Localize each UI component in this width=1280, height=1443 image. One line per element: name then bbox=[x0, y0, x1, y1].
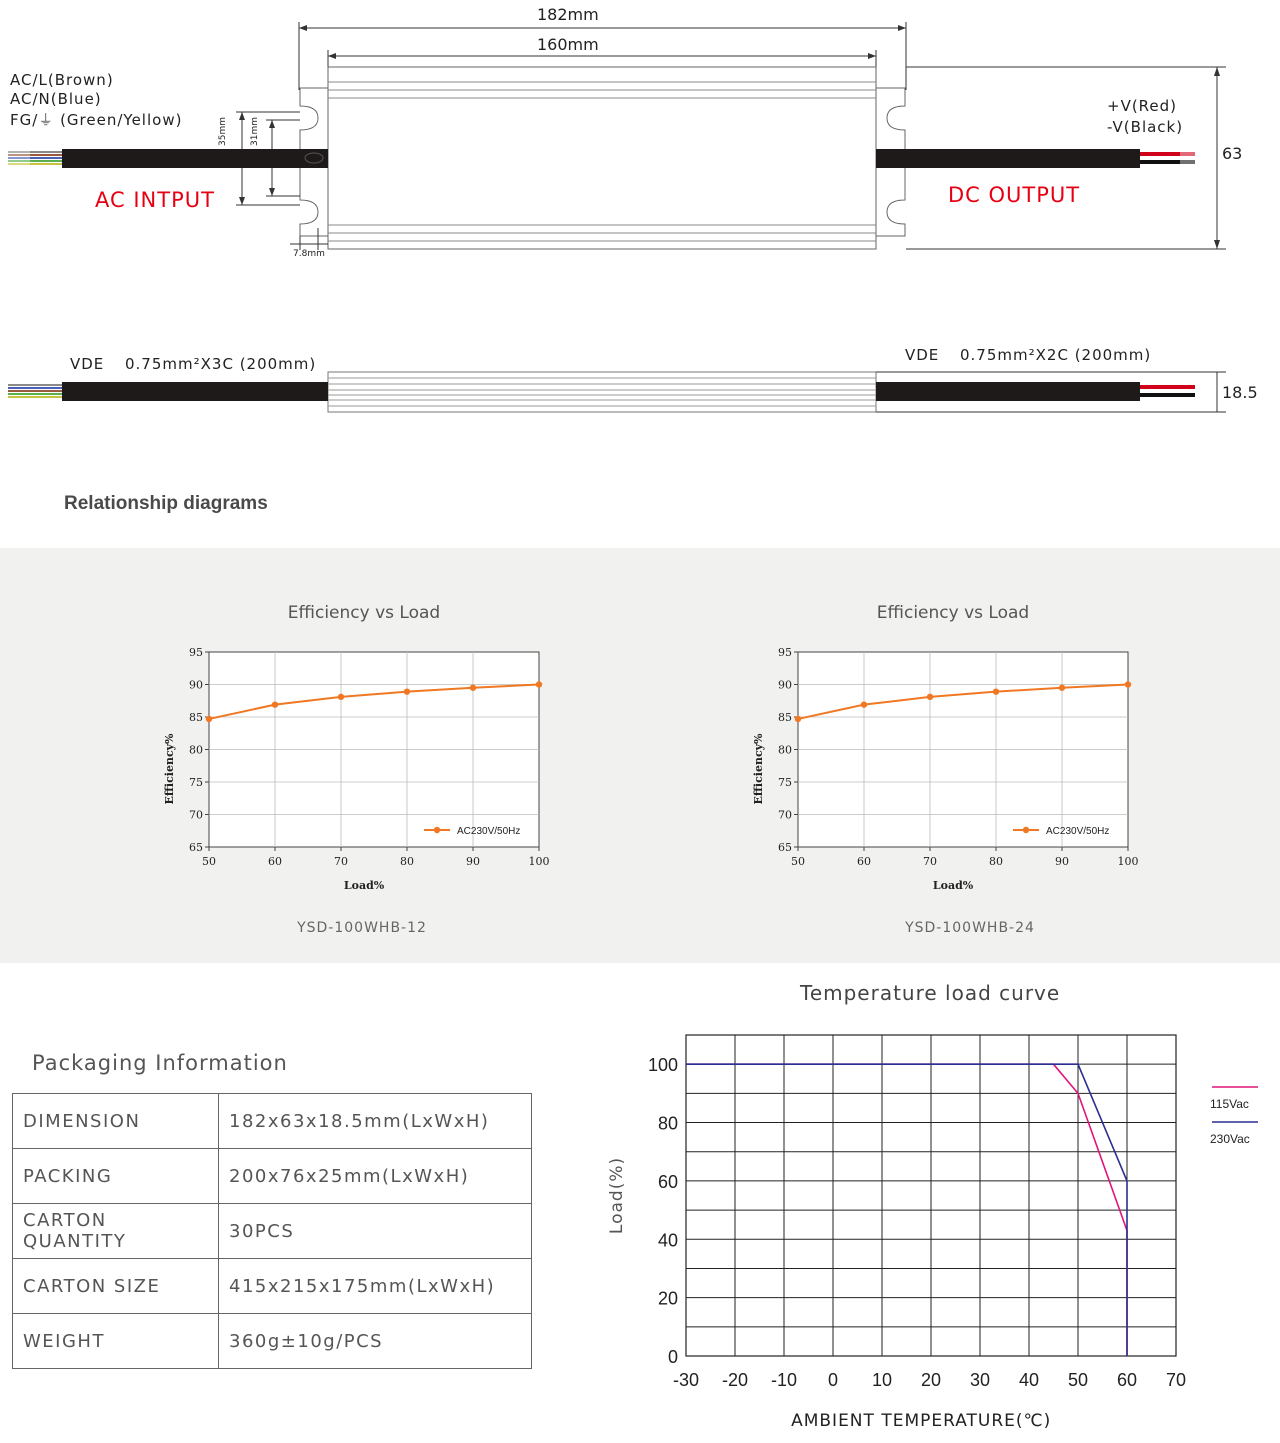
x-tick-label: 100 bbox=[528, 855, 550, 868]
x-tick-label: 60 bbox=[1116, 1370, 1138, 1390]
dim-63: 63 bbox=[1222, 144, 1243, 163]
table-row bbox=[13, 1149, 532, 1204]
x-tick-label: 20 bbox=[920, 1370, 942, 1390]
section-title: Relationship diagrams bbox=[64, 493, 268, 514]
y-tick-label: 70 bbox=[778, 808, 792, 822]
dim-18-5: 18.5 bbox=[1222, 383, 1258, 402]
x-tick-label: 50 bbox=[1067, 1370, 1089, 1390]
y-tick-label: 85 bbox=[778, 711, 792, 724]
cable-left-spec: 0.75mm²X3C (200mm) bbox=[125, 355, 317, 373]
pkg-key: WEIGHT bbox=[13, 1314, 219, 1369]
data-point bbox=[338, 694, 344, 700]
y-tick-label: 90 bbox=[778, 678, 792, 692]
packaging-table bbox=[12, 1093, 532, 1369]
y-tick-label: 80 bbox=[778, 743, 792, 757]
pkg-key: CARTON QUANTITY bbox=[13, 1204, 219, 1259]
y-tick-label: 80 bbox=[189, 743, 203, 757]
x-tick-label: 50 bbox=[202, 855, 216, 868]
y-tick-label: 70 bbox=[189, 808, 203, 822]
y-tick-label: 0 bbox=[667, 1347, 678, 1367]
x-tick-label: 0 bbox=[827, 1370, 839, 1390]
dim-160mm: 160mm bbox=[537, 35, 599, 54]
cable-right-spec: 0.75mm²X2C (200mm) bbox=[960, 346, 1152, 364]
dim-7-8mm: 7.8mm bbox=[293, 249, 325, 259]
x-tick-label: 70 bbox=[1165, 1370, 1187, 1390]
ac-input-label: AC INTPUT bbox=[95, 188, 215, 212]
data-point bbox=[861, 701, 867, 707]
y-axis-label: Load(%) bbox=[607, 1156, 627, 1235]
pkg-value: 360g±10g/PCS bbox=[219, 1314, 532, 1369]
x-tick-label: -10 bbox=[770, 1370, 798, 1390]
pkg-key: PACKING bbox=[13, 1149, 219, 1204]
chart-right-title: Efficiency vs Load bbox=[876, 603, 1030, 623]
legend-label: AC230V/50Hz bbox=[1046, 826, 1110, 837]
chart-right-caption: YSD-100WHB-24 bbox=[905, 920, 1035, 936]
vde-left-label: VDE bbox=[70, 355, 105, 373]
y-tick-label: 65 bbox=[778, 841, 792, 854]
y-axis-label: Efficiency% bbox=[752, 733, 765, 805]
temperature-chart bbox=[590, 1020, 1280, 1440]
y-axis-label: Efficiency% bbox=[163, 733, 176, 805]
y-tick-label: 40 bbox=[657, 1230, 678, 1251]
pkg-key: DIMENSION bbox=[13, 1094, 219, 1149]
y-tick-label: 85 bbox=[189, 711, 203, 724]
x-tick-label: -20 bbox=[721, 1370, 749, 1390]
data-point bbox=[795, 716, 801, 722]
x-tick-label: 30 bbox=[969, 1370, 991, 1390]
x-tick-label: 10 bbox=[871, 1370, 893, 1390]
dim-31mm: 31mm bbox=[250, 117, 260, 146]
data-point bbox=[927, 694, 933, 700]
x-tick-label: 40 bbox=[1018, 1370, 1040, 1390]
y-tick-label: 90 bbox=[189, 678, 203, 692]
x-tick-label: 100 bbox=[1117, 855, 1139, 868]
pkg-value: 30PCS bbox=[219, 1204, 532, 1259]
pkg-key: CARTON SIZE bbox=[13, 1259, 219, 1314]
y-tick-label: 65 bbox=[189, 841, 203, 854]
x-tick-label: 60 bbox=[857, 855, 871, 868]
pkg-value: 182x63x18.5mm(LxWxH) bbox=[219, 1094, 532, 1149]
table-row bbox=[13, 1204, 532, 1259]
data-point bbox=[206, 716, 212, 722]
table-row bbox=[13, 1314, 532, 1369]
y-tick-label: 95 bbox=[778, 646, 792, 659]
data-point bbox=[1059, 685, 1065, 691]
data-point bbox=[272, 701, 278, 707]
x-tick-label: 80 bbox=[989, 855, 1003, 868]
y-tick-label: 95 bbox=[189, 646, 203, 659]
dim-35mm: 35mm bbox=[218, 117, 228, 146]
data-point bbox=[404, 688, 410, 694]
data-point bbox=[993, 688, 999, 694]
x-tick-label: -30 bbox=[672, 1370, 700, 1390]
ac-wire-blue: AC/N(Blue) bbox=[10, 90, 102, 108]
legend-marker bbox=[434, 827, 440, 833]
x-tick-label: 70 bbox=[334, 855, 348, 868]
x-tick-label: 50 bbox=[791, 855, 805, 868]
ac-wire-brown: AC/L(Brown) bbox=[10, 71, 114, 89]
x-axis-label: AMBIENT TEMPERATURE(℃) bbox=[791, 1411, 1052, 1431]
table-row bbox=[13, 1259, 532, 1314]
dc-wire-black: -V(Black) bbox=[1107, 118, 1184, 136]
x-axis-label: Load% bbox=[343, 879, 385, 892]
x-tick-label: 90 bbox=[1055, 855, 1069, 868]
data-point bbox=[470, 685, 476, 691]
dc-output-label: DC OUTPUT bbox=[948, 183, 1081, 207]
temperature-title: Temperature load curve bbox=[800, 981, 1061, 1005]
y-tick-label: 20 bbox=[657, 1288, 678, 1309]
x-tick-label: 70 bbox=[923, 855, 937, 868]
pkg-value: 200x76x25mm(LxWxH) bbox=[219, 1149, 532, 1204]
y-tick-label: 100 bbox=[647, 1055, 678, 1076]
packaging-title: Packaging Information bbox=[32, 1051, 288, 1075]
legend-marker bbox=[1023, 827, 1029, 833]
y-tick-label: 80 bbox=[657, 1113, 678, 1134]
legend-label: 230Vac bbox=[1210, 1132, 1250, 1146]
chart-left-title: Efficiency vs Load bbox=[287, 603, 441, 623]
chart-left-caption: YSD-100WHB-12 bbox=[297, 920, 427, 936]
dim-182mm: 182mm bbox=[537, 5, 599, 24]
table-row bbox=[13, 1094, 532, 1149]
x-tick-label: 90 bbox=[466, 855, 480, 868]
y-tick-label: 60 bbox=[657, 1171, 678, 1192]
legend-label: AC230V/50Hz bbox=[457, 826, 521, 837]
dc-wire-red: +V(Red) bbox=[1107, 97, 1178, 115]
y-tick-label: 75 bbox=[189, 776, 203, 789]
x-tick-label: 80 bbox=[400, 855, 414, 868]
ac-wire-ground: FG/⏚ (Green/Yellow) bbox=[10, 111, 183, 129]
efficiency-chart-left bbox=[150, 640, 570, 905]
data-point bbox=[536, 681, 542, 687]
x-axis-label: Load% bbox=[932, 879, 974, 892]
data-point bbox=[1125, 681, 1131, 687]
x-tick-label: 60 bbox=[268, 855, 282, 868]
y-tick-label: 75 bbox=[778, 776, 792, 789]
efficiency-chart-right bbox=[739, 640, 1159, 905]
mechanical-drawing bbox=[0, 0, 1280, 470]
pkg-value: 415x215x175mm(LxWxH) bbox=[219, 1259, 532, 1314]
legend-label: 115Vac bbox=[1210, 1097, 1249, 1111]
vde-right-label: VDE bbox=[905, 346, 940, 364]
